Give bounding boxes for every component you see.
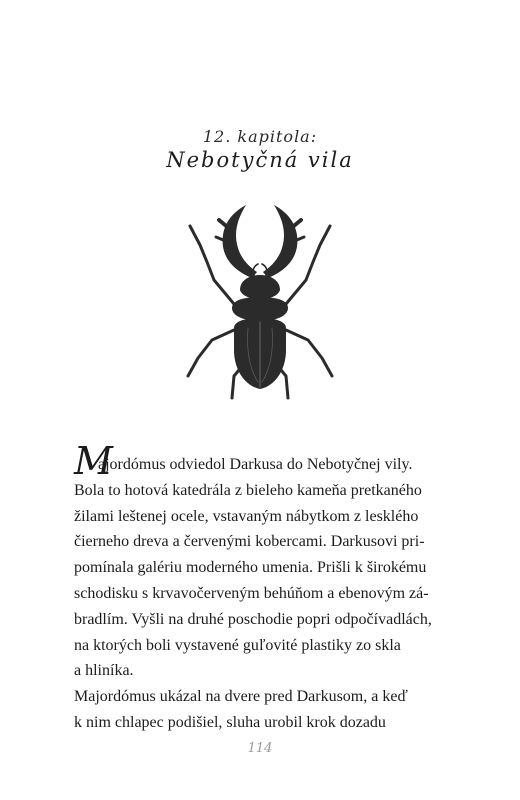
text-line: k nim chlapec podišiel, sluha urobil krok dozadu — [74, 713, 386, 731]
text-line: žilami leštenej ocele, vstavaným nábytkom z lesklého — [74, 507, 419, 525]
text-line: na ktorých boli vystavené guľovité plastiky zo skla — [74, 636, 401, 654]
text-line: Majordómus ukázal na dvere pred Darkusom, a keď — [74, 688, 408, 706]
text-line: schodisku s krvavočerveným behúňom a ebenovým zá- — [74, 584, 429, 602]
page-number: 114 — [247, 741, 273, 756]
stag-beetle-icon — [170, 200, 350, 400]
text-line: Bola to hotová katedrála z bieleho kameňa pretkaného — [74, 481, 422, 499]
text-line: bradlím. Vyšli na druhé poschodie popri odpočívadlách, — [74, 610, 432, 628]
text-line: pomínala galériu moderného umenia. Prišli k širokému — [74, 559, 427, 577]
chapter-title: Nebotyčná vila — [166, 148, 354, 172]
text-line: a hliníka. — [74, 662, 134, 680]
text-line: ajordómus odviedol Darkusa do Nebotyčnej vily. — [98, 456, 413, 473]
chapter-number: 12. kapitola: — [202, 127, 318, 146]
body-text — [74, 452, 454, 736]
drop-cap: M — [74, 439, 113, 483]
text-line: čierneho dreva a červenými kobercami. Darkusovi pri- — [74, 533, 425, 551]
